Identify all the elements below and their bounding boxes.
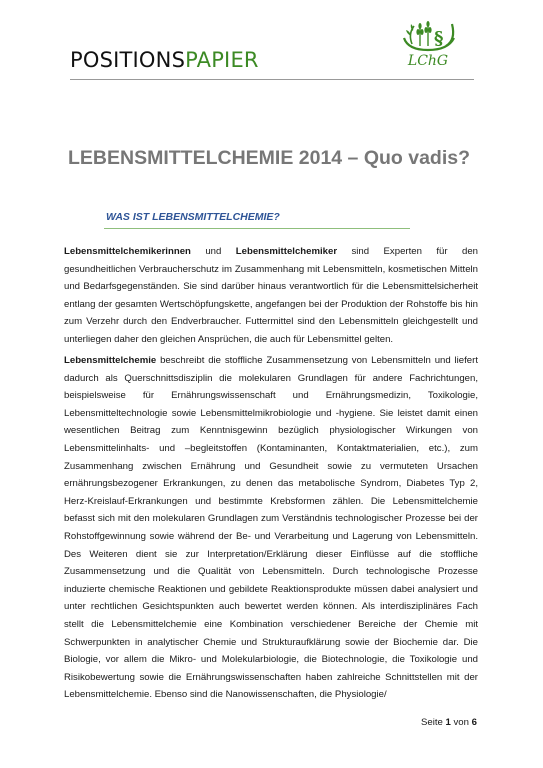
logo-text: LChG bbox=[407, 53, 449, 69]
page-number bbox=[421, 717, 477, 728]
header-word-papier: PAPIER bbox=[185, 48, 259, 72]
paragraph-1-connector: und bbox=[190, 246, 236, 257]
page-number-prefix: Seite bbox=[420, 717, 446, 728]
paragraph-2 bbox=[64, 352, 478, 704]
section-divider bbox=[104, 228, 410, 229]
lchg-logo bbox=[398, 20, 478, 78]
page-number-current: 1 bbox=[445, 717, 451, 728]
page-number-total: 6 bbox=[471, 717, 477, 728]
paragraph-2-body: beschreibt die stoffliche Zusammensetzung von Lebensmitteln und liefert dadurch als Querschnittsdisziplin die molekularen Grundlagen für andere Fachrichtungen, beispielsweise für Ernährungswissenschaft und Ernährungsmedizin, Toxikologie, Lebensmitteltechnologie sowie Lebensmittelmikrobiologie und -hygiene. Sie leistet damit einen wesentlichen Beitrag zum Kenntnisgewinn bezüglich physiologischer Wirkungen von Lebensmittelinhalts- und –begleitstoffen (Kontaminanten, Kontaktmaterialien, etc.), zum Zusammenhang zwischen Ernährung und Gesundheit sowie zu vermuteten Ursachen ernährungsbezogener Erkrankungen, zu denen das metabolische Syndrom, Diabetes Typ 2, Herz-Kreislauf-Erkrankungen und bestimmte Krebsformen zählen. Die Lebensmittelchemie befasst sich mit den molekularen Grundlagen zum Verständnis technologischer Prozesse bei der Rohstoffgewinnung sowie während der Be- und Verarbeitung und Lagerung von Lebensmitteln. Des Weiteren dient sie zur Interpretation/Erklärung dieser Einflüsse auf die stoffliche Zusammensetzung und die Qualität von Lebensmitteln. Durch technologische Prozesse induzierte chemische Reaktionen und gebildete Reaktionsprodukte müssen dabei analysiert und unter rechtlichen Gesichtspunkten auch bewertet werden können. Als interdisziplinäres Fach stellt die Lebensmittelchemie eine Kombination verschiedener Bereiche der Chemie mit Schwerpunkten in analytischer Chemie und Strukturaufklärung sowie der Biochemie dar. Die Biologie, vor allem die Mikro- und Molekularbiologie, die Biotechnologie, die Toxikologie und Risikobewertung sowie die Ernährungswissenschaften haben zahlreiche Schnittstellen mit der Lebensmittelchemie. Ebenso sind die Nanowissenschaften, die Physiologie/ bbox=[64, 355, 478, 701]
plant-seal-icon bbox=[398, 20, 478, 54]
page-number-middle: von bbox=[450, 717, 472, 728]
paragraph-1-body: sind Experten für den gesundheitlichen Verbraucherschutz im Zusammenhang mit Lebensmitteln, kosmetischen Mitteln und Bedarfsgegenständen. Sie sind darüber hinaus verantwortlich für die Lebensmittelsicherheit entlang der gesamten Wertschöpfungskette, angefangen bei der Produktion der Rohstoffe bis hin zum Verzehr durch den Endverbraucher. Futtermittel sind den Lebensmitteln gleichgestellt und unterliegen daher den gleichen Ansprüchen, die auch für Lebensmittel gelten. bbox=[64, 246, 478, 345]
page-title: LEBENSMITTELCHEMIE 2014 – Quo vadis? bbox=[68, 147, 470, 169]
header-divider bbox=[70, 79, 474, 80]
header-word-positions: POSITIONS bbox=[70, 48, 186, 72]
document-header bbox=[70, 48, 259, 72]
svg-text:§: § bbox=[434, 28, 444, 49]
paragraph-2-lead: Lebensmittelchemie bbox=[64, 355, 157, 366]
paragraph-1 bbox=[64, 243, 478, 349]
section-heading: WAS IST LEBENSMITTELCHEMIE? bbox=[106, 211, 280, 223]
paragraph-1-lead-2: Lebensmittelchemiker bbox=[235, 246, 338, 257]
paragraph-1-lead-1: Lebensmittelchemikerinnen bbox=[64, 246, 191, 257]
